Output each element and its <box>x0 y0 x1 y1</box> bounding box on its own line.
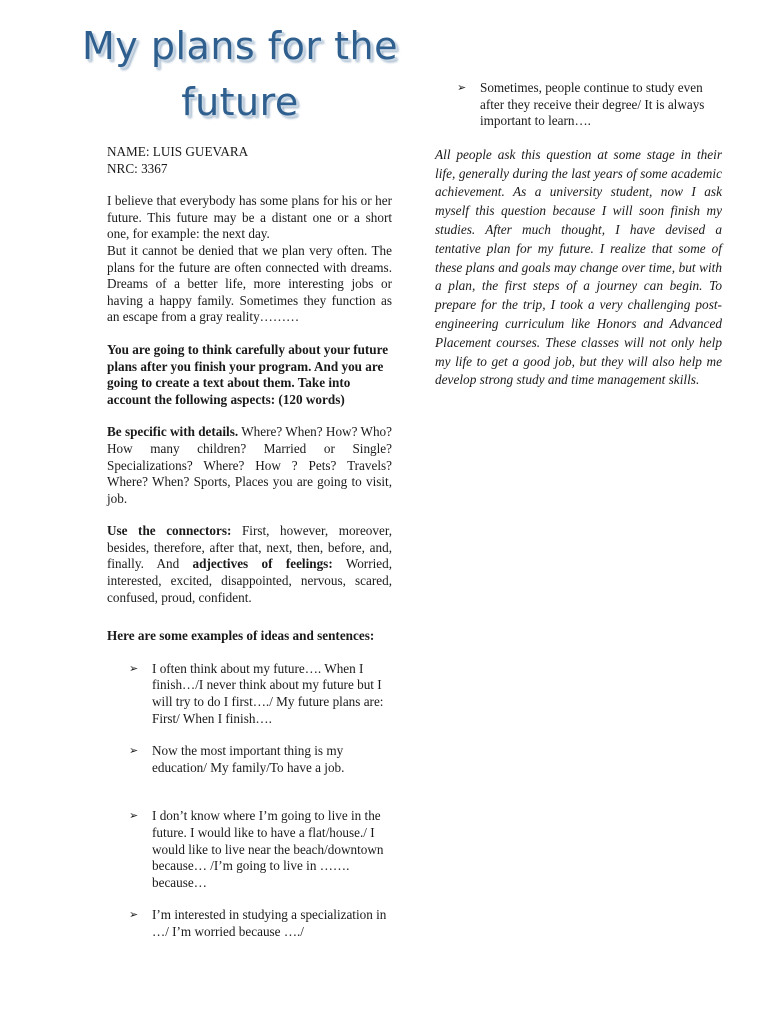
name-line: NAME: LUIS GUEVARA <box>107 144 249 159</box>
essay-paragraph: All people ask this question at some stage in their life, generally during the last years of some academic achievement. As a university student, now I ask myself this question because I will soon finish my studies. After much thought, I have devised a tentative plan for my future. I realize that some of these plans and goals may change over time, but with a plan, the first steps of a journey can begin. To prepare for the trip, I took a very challenging post-engineering curriculum like Honors and Advanced Placement courses. These classes will not only help my life to get a good job, but they will also help me develop strong study and time management skills. <box>435 146 722 388</box>
right-column <box>435 80 722 390</box>
example-text: I often think about my future…. When I finish…/I never think about my future but I will try to do I first…./ My future plans are: First/ When I finish…. <box>152 660 384 726</box>
nrc-line: NRC: 3367 <box>107 160 168 176</box>
right-bullet-list <box>435 80 722 130</box>
connectors-label: Use the connectors: <box>107 523 232 539</box>
list-item <box>435 80 722 130</box>
list-item <box>107 743 392 776</box>
list-item <box>107 808 392 891</box>
list-item <box>107 661 392 727</box>
arrow-bullet-icon: ➢ <box>129 744 139 758</box>
arrow-bullet-icon: ➢ <box>129 661 139 675</box>
arrow-bullet-icon: ➢ <box>129 809 139 823</box>
specific-text: Where? When? How? Who? How many children? Married or Single? Specializations? Where? How ? Pets? Travels? Where? When? Sports, Places you are going to visit, job. <box>107 424 392 506</box>
connectors-paragraph <box>107 523 392 606</box>
examples-heading: Here are some examples of ideas and sentences: <box>107 628 375 644</box>
example-text: Now the most important thing is my education/ My family/To have a job. <box>152 743 345 775</box>
intro-paragraph-2: But it cannot be denied that we plan very often. The plans for the future are often connected with dreams. Dreams of a better life, more interesting jobs or having a happy family. Sometimes they function as an escape from a gray reality……… <box>107 242 392 325</box>
example-text: I don’t know where I’m going to live in the future. I would like to have a flat/house./ I would like to live near the beach/downtown because… /I’m going to live in ……. because… <box>152 808 384 890</box>
left-column <box>107 144 392 941</box>
example-text: I’m interested in studying a specialization in …/ I’m worried because …./ <box>152 907 387 939</box>
examples-list <box>107 661 392 941</box>
page-title: My plans for the future <box>82 24 398 124</box>
adjectives-text: Worried, interested, excited, disappointed, nervous, scared, confused, proud, confident. <box>107 556 392 605</box>
instructions-paragraph: You are going to think carefully about your future plans after you finish your program. And you are going to create a text about them. Take into account the following aspects: (120 words) <box>107 341 389 407</box>
adjectives-label: adjectives of feelings: <box>192 556 333 572</box>
right-bullet-text: Sometimes, people continue to study even after they receive their degree/ It is always important to learn…. <box>480 80 705 129</box>
list-item <box>107 907 392 940</box>
arrow-bullet-icon: ➢ <box>129 908 139 922</box>
connectors-text: First, however, moreover, besides, therefore, after that, next, then, before, and, finally. And <box>107 523 393 572</box>
arrow-bullet-icon: ➢ <box>457 81 467 94</box>
specific-details-paragraph <box>107 424 392 507</box>
intro-paragraph-1: I believe that everybody has some plans for his or her future. This future may be a distant one or a short one, for example: the next day. <box>107 193 392 242</box>
specific-label: Be specific with details. <box>107 424 239 440</box>
